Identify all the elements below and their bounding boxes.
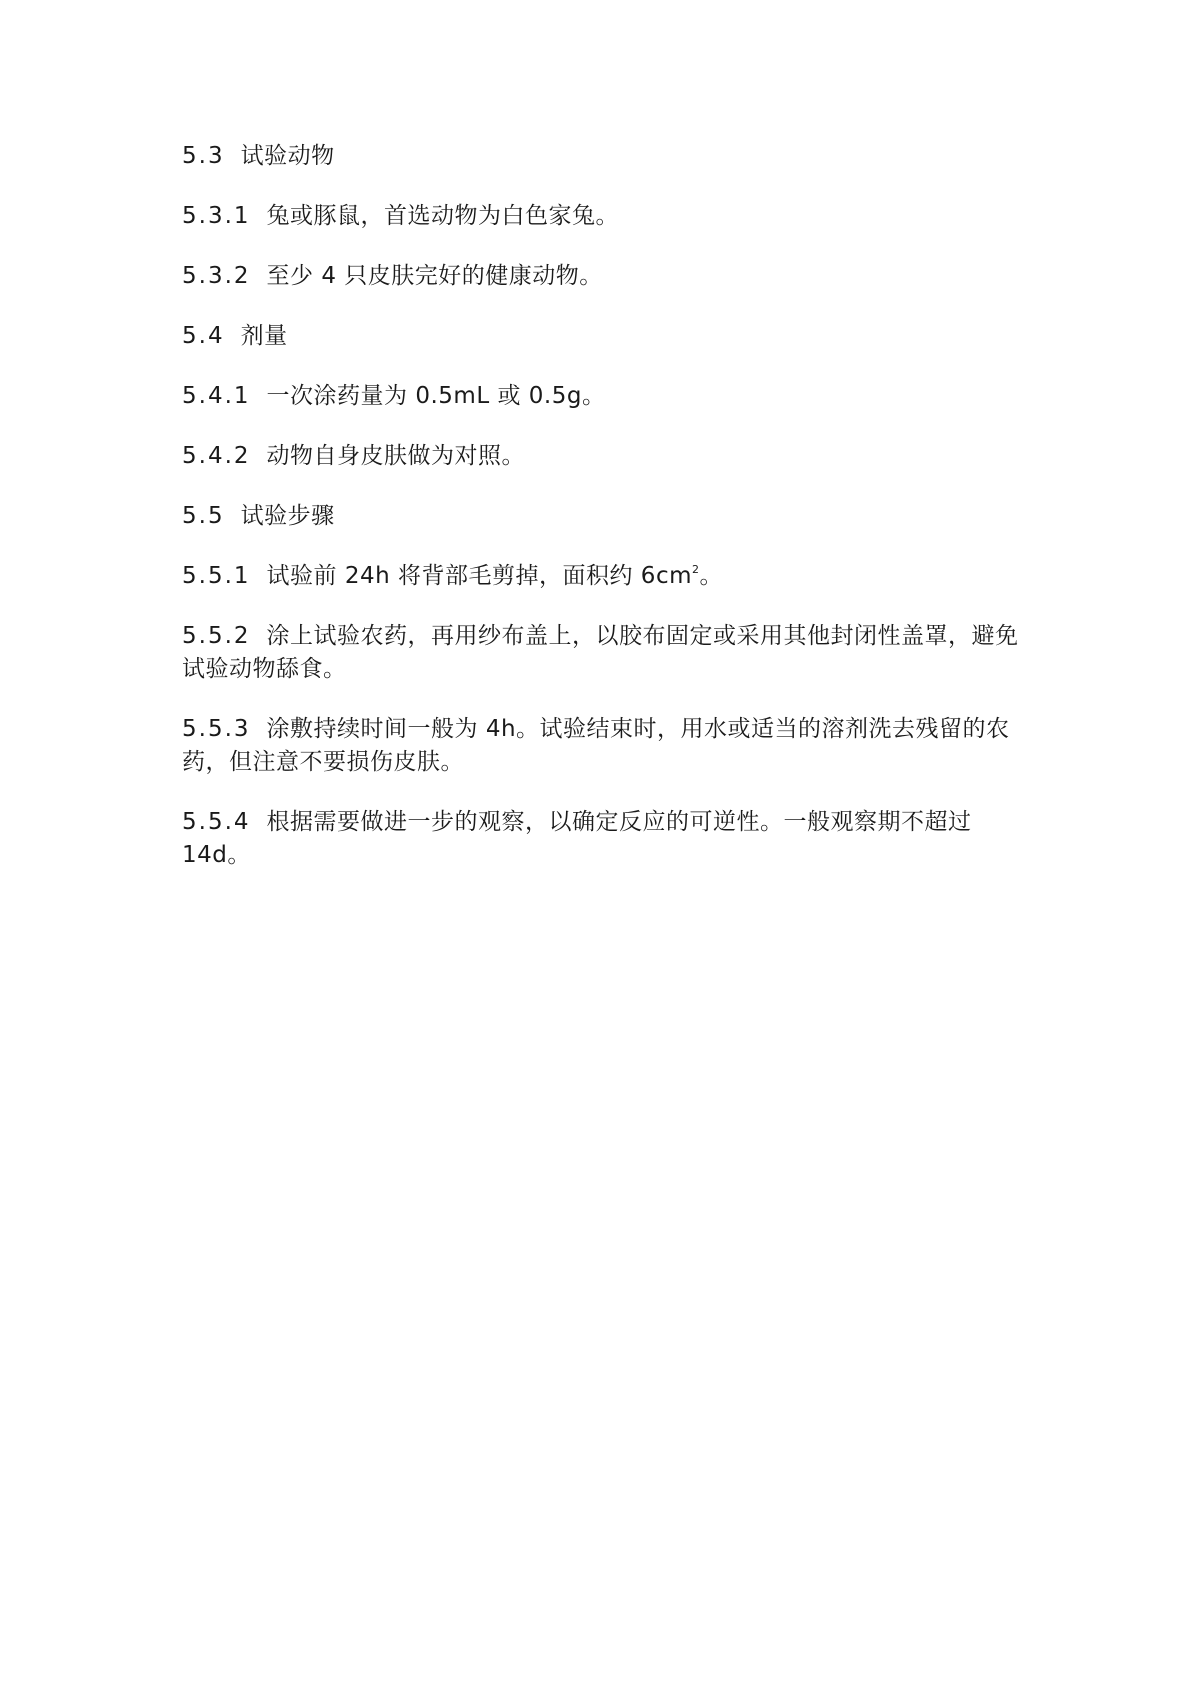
clause-text: 根据需要做进一步的观察，以确定反应的可逆性。一般观察期不超过 14d。 (182, 809, 972, 868)
clause-5-5-2 (182, 620, 1032, 686)
clause-5-5-4 (182, 806, 1032, 872)
section-number: 5.4 (182, 323, 225, 349)
clause-text: 一次涂药量为 0.5mL 或 0.5g。 (266, 383, 606, 409)
section-title: 试验动物 (240, 143, 335, 169)
clause-number: 5.3.1 (182, 203, 251, 229)
clause-5-3-2 (182, 260, 1032, 293)
clause-number: 5.5.4 (182, 809, 251, 835)
section-heading-5-4 (182, 320, 1032, 353)
clause-text: 兔或豚鼠，首选动物为白色家兔。 (266, 203, 620, 229)
clause-text: 试验前 24h 将背部毛剪掉，面积约 6cm (266, 563, 692, 589)
clause-number: 5.5.3 (182, 716, 251, 742)
clause-5-4-2 (182, 440, 1032, 473)
clause-text: 涂敷持续时间一般为 4h。试验结束时，用水或适当的溶剂洗去残留的农药，但注意不要损伤皮肤。 (182, 716, 1010, 775)
clause-5-4-1 (182, 380, 1032, 413)
section-heading-5-5 (182, 500, 1032, 533)
section-number: 5.5 (182, 503, 225, 529)
clause-text: 至少 4 只皮肤完好的健康动物。 (266, 263, 603, 289)
section-title: 试验步骤 (240, 503, 335, 529)
section-title: 剂量 (240, 323, 288, 349)
clause-5-5-3 (182, 713, 1032, 779)
section-number: 5.3 (182, 143, 225, 169)
clause-text: 动物自身皮肤做为对照。 (266, 443, 526, 469)
section-heading-5-3 (182, 140, 1032, 173)
clause-number: 5.5.2 (182, 623, 251, 649)
clause-number: 5.5.1 (182, 563, 251, 589)
superscript-exponent: 2 (692, 563, 700, 576)
clause-5-5-1 (182, 560, 1032, 593)
document-body (182, 140, 1032, 899)
clause-number: 5.4.2 (182, 443, 251, 469)
clause-text: 涂上试验农药，再用纱布盖上，以胶布固定或采用其他封闭性盖罩，避免试验动物舔食。 (182, 623, 1019, 682)
clause-number: 5.3.2 (182, 263, 251, 289)
clause-5-3-1 (182, 200, 1032, 233)
clause-text-end: 。 (699, 563, 723, 589)
clause-number: 5.4.1 (182, 383, 251, 409)
